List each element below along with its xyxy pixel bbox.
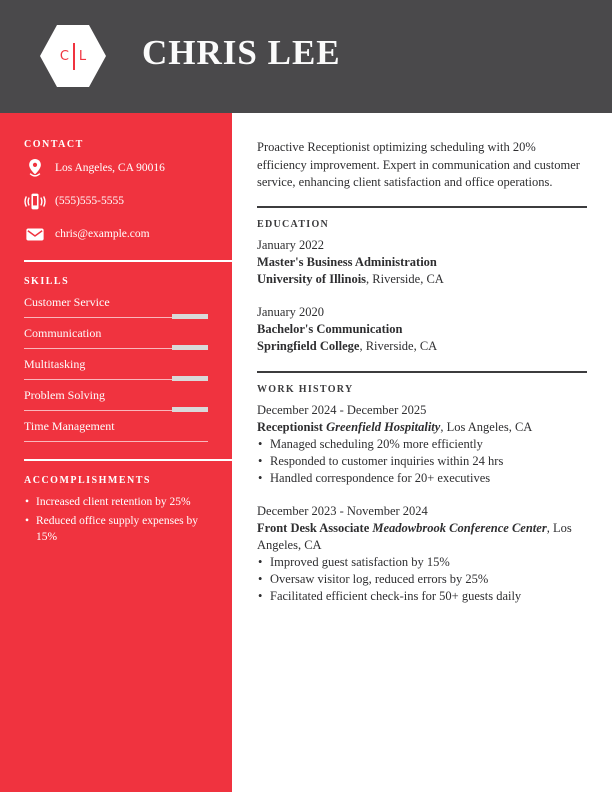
job-bullet: • Oversaw visitor log, reduced errors by 25% (257, 571, 587, 588)
section-divider (257, 371, 587, 373)
job-bullet-list (257, 554, 587, 605)
job-title: Receptionist (257, 419, 323, 434)
job-location: , Los Angeles, CA (440, 419, 533, 434)
company-name: Meadowbrook Conference Center (372, 520, 547, 535)
job-bullet: • Managed scheduling 20% more efficiently (257, 436, 587, 453)
education-degree: Master's Business Administration (257, 254, 437, 269)
skill-row (24, 357, 210, 381)
monogram-left-letter: C (59, 48, 69, 64)
education-date: January 2020 (257, 304, 324, 319)
contact-row-email (24, 224, 210, 244)
skill-level-bar (24, 405, 208, 412)
accomplishment-item: • Increased client retention by 25% (24, 494, 210, 510)
email-icon (24, 228, 46, 241)
skill-marker (172, 314, 208, 319)
skill-label: Multitasking (24, 357, 86, 371)
skill-label: Time Management (24, 419, 115, 433)
education-entry (257, 304, 587, 355)
contact-row-address (24, 158, 210, 178)
monogram-right-letter: L (78, 48, 87, 64)
contact-row-phone (24, 191, 210, 211)
education-school: University of Illinois (257, 271, 367, 286)
job-bullet: • Handled correspondence for 20+ executives (257, 470, 587, 487)
education-entry (257, 237, 587, 288)
education-heading: EDUCATION (257, 218, 330, 230)
candidate-name: CHRIS LEE (142, 33, 341, 72)
company-name: Greenfield Hospitality (326, 419, 441, 434)
work-history-heading: WORK HISTORY (257, 383, 354, 395)
skill-marker (172, 376, 208, 381)
education-date: January 2022 (257, 237, 324, 252)
skills-heading: SKILLS (24, 276, 70, 287)
phone-icon (24, 192, 46, 211)
sidebar-divider (24, 260, 232, 262)
contact-email-text: chris@example.com (55, 228, 150, 240)
accomplishment-item: • Reduced office supply expenses by 15% (24, 513, 210, 545)
accomplishments-heading: ACCOMPLISHMENTS (24, 475, 151, 486)
location-pin-icon (24, 158, 46, 178)
contact-address-text: Los Angeles, CA 90016 (55, 162, 165, 174)
skill-marker (172, 345, 208, 350)
contact-phone-text: (555)555-5555 (55, 195, 124, 207)
monogram-logo (40, 24, 106, 88)
education-location: , Riverside, CA (359, 338, 438, 353)
skill-row (24, 326, 210, 350)
education-school-line (257, 338, 587, 355)
main-content (232, 113, 612, 792)
job-bullet-list (257, 436, 587, 487)
work-dates: December 2024 - December 2025 (257, 402, 427, 417)
accomplishments-list (24, 494, 210, 545)
skill-level-bar (24, 312, 208, 319)
sidebar (0, 113, 232, 792)
job-location: , Los Angeles, CA (257, 520, 572, 552)
skill-row (24, 419, 210, 443)
education-school-line (257, 271, 587, 288)
skill-row (24, 295, 210, 319)
header-band (0, 0, 612, 113)
job-bullet: • Improved guest satisfaction by 15% (257, 554, 587, 571)
section-divider (257, 206, 587, 208)
skill-level-bar (24, 343, 208, 350)
work-dates: December 2023 - November 2024 (257, 503, 428, 518)
job-title: Front Desk Associate (257, 520, 370, 535)
skill-track (24, 441, 208, 443)
sidebar-divider (24, 459, 232, 461)
job-bullet: • Facilitated efficient check-ins for 50+ guests daily (257, 588, 587, 605)
work-title-line (257, 419, 587, 436)
job-bullet: • Responded to customer inquiries within 24 hrs (257, 453, 587, 470)
skill-row (24, 388, 210, 412)
skill-marker (172, 407, 208, 412)
skill-label: Communication (24, 326, 102, 340)
professional-summary: Proactive Receptionist optimizing scheduling with 20% efficiency improvement. Expert in communication and customer service, enhancing client satisfaction and office operations. (257, 140, 580, 189)
monogram-divider-bar (73, 43, 75, 70)
skill-level-bar (24, 374, 208, 381)
education-degree: Bachelor's Communication (257, 321, 403, 336)
work-entry (257, 402, 587, 487)
work-entry (257, 503, 587, 605)
contact-heading: CONTACT (24, 139, 84, 150)
education-location: , Riverside, CA (366, 271, 444, 286)
skill-level-bar (24, 436, 208, 443)
work-title-line (257, 520, 587, 554)
skill-label: Problem Solving (24, 388, 106, 402)
education-school: Springfield College (257, 338, 360, 353)
monogram-text (40, 24, 106, 88)
skill-label: Customer Service (24, 295, 110, 309)
